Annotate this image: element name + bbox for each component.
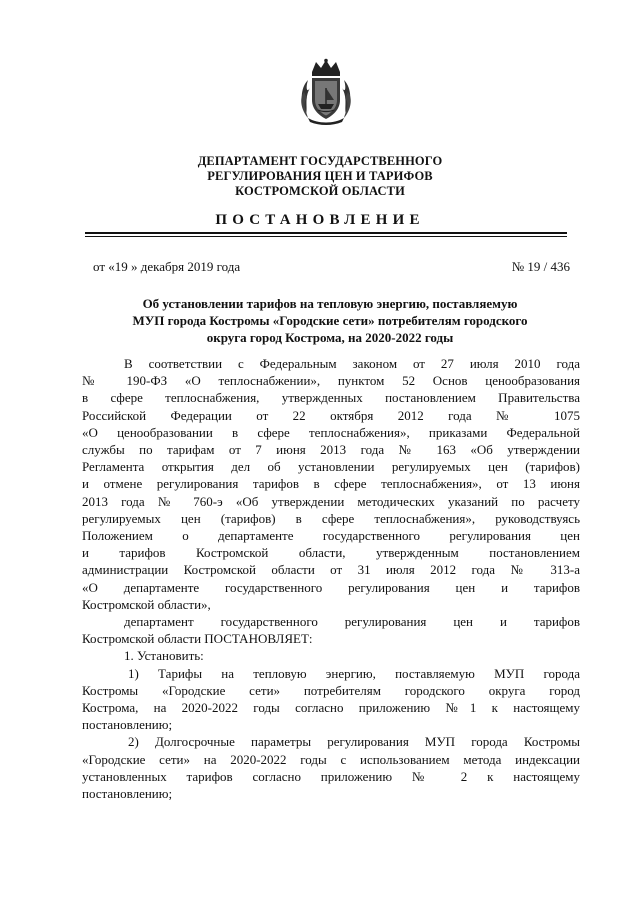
body-line: 1. Установить: — [124, 648, 204, 664]
body-line: «Городские сети» на 2020-2022 годы с использованием метода индексации — [82, 751, 580, 767]
department-line: ДЕПАРТАМЕНТ ГОСУДАРСТВЕННОГО — [197, 154, 443, 168]
document-date: от «19 » декабря 2019 года — [93, 259, 241, 274]
body-line: постановлению; — [82, 717, 173, 733]
body-line: Регламента открытия дел об установлении регулируемых цен (тарифов) — [82, 459, 580, 475]
kostroma-coat-of-arms-icon — [298, 58, 354, 126]
document-type-title: ПОСТАНОВЛЕНИЕ — [215, 212, 425, 228]
body-line: Костромы «Городские сети» потребителям городского округа город — [82, 682, 580, 698]
body-line: регулируемых цен (тарифов) в сфере теплоснабжения», руководствуясь — [82, 510, 580, 526]
body-line: 2013 года № 760-э «Об утверждении методических указаний по расчету — [82, 493, 580, 509]
body-line: департамент государственного регулирования цен и тарифов — [124, 614, 580, 630]
body-line: и отмене регулирования тарифов в сфере теплоснабжения», от 13 июня — [82, 476, 580, 492]
body-line: 1) Тарифы на тепловую энергию, поставляемую МУП города — [128, 665, 580, 681]
body-line: установленных тарифов согласно приложению № 2 к настоящему — [82, 768, 580, 784]
body-line: и тарифов Костромской области, утвержденным постановлением — [82, 545, 580, 561]
body-line: В соответствии с Федеральным законом от 27 июля 2010 года — [124, 356, 580, 371]
header-rule-thick — [85, 232, 567, 234]
body-line: Костромской области ПОСТАНОВЛЯЕТ: — [82, 631, 313, 647]
body-line: Кострома, на 2020-2022 годы согласно приложению №1 к настоящему — [82, 700, 580, 716]
department-line: РЕГУЛИРОВАНИЯ ЦЕН И ТАРИФОВ — [207, 169, 433, 183]
department-line: КОСТРОМСКОЙ ОБЛАСТИ — [235, 184, 405, 198]
body-line: «О ценообразовании в сфере теплоснабжения», приказами Федеральной — [82, 424, 580, 440]
subject-line: Об установлении тарифов на тепловую энергию, поставляемую — [142, 296, 518, 311]
body-line: в сфере теплоснабжения, утвержденных постановлением Правительства — [82, 390, 580, 406]
department-name — [0, 154, 640, 199]
document-body — [82, 355, 580, 802]
body-line: постановлению; — [82, 786, 173, 802]
body-line: службы по тарифам от 7 июня 2013 года № 163 «Об утверждении — [82, 442, 580, 458]
body-line: 2) Долгосрочные параметры регулирования МУП города Костромы — [128, 734, 580, 750]
body-line: Положением о департаменте государственного регулирования цен — [82, 528, 580, 544]
body-line: «О департаменте государственного регулирования цен и тарифов — [82, 579, 580, 595]
body-line: Костромской области», — [82, 596, 211, 612]
document-subject — [80, 295, 580, 346]
body-line: Российской Федерации от 22 октября 2012 года № 1075 — [82, 407, 580, 423]
header-rule-thin — [85, 236, 567, 237]
subject-line: МУП города Костромы «Городские сети» потребителям городского — [132, 313, 528, 328]
body-line: администрации Костромской области от 31 июля 2012 года № 313-а — [82, 562, 580, 578]
body-line: № 190-ФЗ «О теплоснабжении», пунктом 52 Основ ценообразования — [82, 373, 580, 389]
subject-line: округа город Кострома, на 2020-2022 годы — [206, 330, 454, 345]
document-number: № 19 / 436 — [511, 259, 570, 274]
